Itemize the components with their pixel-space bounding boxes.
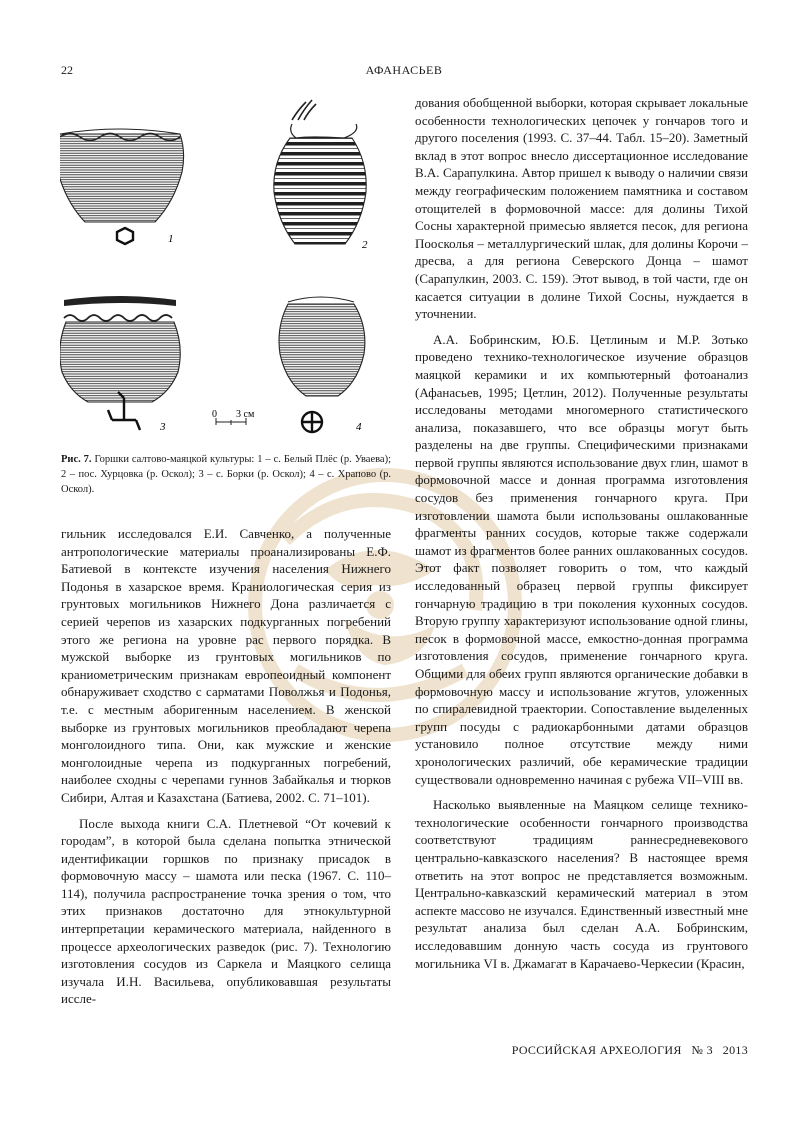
figure-pots — [60, 92, 390, 442]
page-number: 22 — [61, 63, 73, 77]
footer — [480, 1043, 748, 1058]
pot-1-mark — [117, 228, 133, 244]
pot-4-mark — [302, 412, 322, 432]
figure-caption-text: Горшки салтово-маяцкой культуры: 1 – с. Белый Плёс (р. Уваева); 2 – пос. Хурцовка (р. Оскол); 3 – с. Борки (р. Оскол); 4 – с. Храпово (р. Оскол). — [61, 454, 392, 495]
pot-4-drawing — [279, 297, 365, 396]
left-paragraph-1: гильник исследовался Е.И. Савченко, а полученные антропологические материалы проанализированы Е.Ф. Батиевой в контексте изучения населения Нижнего Подонья в хазарское время. Краниологическая серия из грунтовых могильников Нижнего Дона различается с серией черепов из хазарских подкурганных погребений этого же региона на уровне рас первого порядка. В мужской выборке из грунтовых могильников по краниометрическим признакам европеоидный компонент обнаруживает сходство с сарматами Поволжья и Подонья, т.е. с местным аборигенным населением. В женской выборке из грунтовых могильников преобладают черепа монголоидного типа. Они, как мужские и женские монголоидные черепа из подкурганных погребений, наиболее сходны с черепами гуннов Забайкалья и тюрков Сибири, Алтая и Казахстана (Батиева, 2002. С. 71–101). — [61, 526, 391, 805]
figure-label-3: 3 — [160, 421, 166, 433]
right-paragraph-2: А.А. Бобринским, Ю.Б. Цетлиным и М.Р. Зотько проведено технико-технологическое изучение образцов маяцкой керамики и их компьютерный фотоанализ (Афанасьев, 1995; Цетлин, 2012). Полученные результаты исследованы методами многомерного статистического анализа, показавшего, что все образцы могут быть разделены на две группы. Специфическими признаками первой группы являются использование двух глин, шамот в формовочной массе и донная программа изготовления сосудов без применения гончарного круга. При изготовлении шамота были использованы ошлакованные фрагменты ранних сосудов, которые также содержали шамот из фрагментов более ранних ошлакованных сосудов. Этот факт позволяет говорить о том, что каждый исследованный образец первой группы фиксирует гончарную традицию в три поколения кухонных сосудов. Вторую группу характеризуют использование одной глины, песок в формовочной массе, емкостно-донная программа изготовления сосудов, применение гончарного круга. Общими для обеих групп являются органические добавки в формовочную массу и использование жгутов, уложенных по спиралевидной траектории. Сопоставление выделенных групп посуды с радиокарбонными датами образцов установило полное отсутствие между ними хронологических различий, обе керамические традиции существовали одновременно начиная с рубежа VII–VIII вв. — [415, 331, 748, 787]
pot-2-drawing — [274, 100, 366, 244]
figure-caption — [61, 452, 391, 497]
footer-year: 2013 — [722, 1043, 748, 1057]
figure-label-2: 2 — [362, 239, 368, 251]
running-head: АФАНАСЬЕВ — [365, 63, 443, 77]
right-column — [415, 94, 748, 972]
figure-label-1: 1 — [168, 233, 174, 245]
footer-journal: РОССИЙСКАЯ АРХЕОЛОГИЯ — [511, 1043, 682, 1057]
figure-caption-label: Рис. 7. — [61, 454, 92, 465]
pot-3-drawing — [60, 296, 180, 402]
pot-1-drawing — [60, 129, 184, 222]
left-column — [61, 525, 391, 1008]
scale-label: 3 см — [236, 409, 255, 420]
figure-label-4: 4 — [356, 421, 362, 433]
footer-issue: № 3 — [691, 1043, 713, 1057]
right-paragraph-1: дования обобщенной выборки, которая скрывает локальные особенности технологических цепочек у гончаров того и другого поселения (1993. С. 37–44. Табл. 15–20). Заметный вклад в этот вопрос внесло диссертационное исследование В.А. Сарапулкина. Автор пришел к выводу о наличии связи между географическим положением памятника и составом отощителей в формовочной массе: для долины Тихой Сосны характерной примесью является песок, для региона Поосколья – металлургический шлак, для долины Корочи – дресва, а для региона Северского Донца – шамот (Сарапулкин, 2003. С. 159). Этот вывод, в той части, где он касается ситуации в долине Тихой Сосны, нуждается в уточнении. — [415, 95, 749, 322]
scale-zero: 0 — [212, 409, 217, 420]
left-paragraph-2: После выхода книги С.А. Плетневой “От кочевий к городам”, в которой была сделана попытка этнической идентификации горшков по признаку присадок в формовочную массу – шамота или песка (1967. С. 110–114), получила распространение точка зрения о том, что этих признаков достаточно для этнокультурной интерпретации керамического материала, найденного в процессе археологических разведок (рис. 7). Технологию изготовления сосудов из Саркела и Маяцкого селища изучала И.Н. Васильева, опубликовавшая результаты иссле- — [61, 815, 391, 1007]
right-paragraph-3: Насколько выявленные на Маяцком селище технико-технологические особенности гончарного производства соответствуют традициям раннесредневекового центрально-кавказского населения? В настоящее время ответить на этот вопрос не представляется возможным. Центрально-кавказский керамический материал в этом аспекте массово не изучался. Единственный известный мне результат анализа был сделан А.А. Бобринским, исследовавшим донную часть сосуда из грунтового могильника VI в. Джамагат в Карачаево-Черкесии (Красин, — [415, 797, 748, 971]
